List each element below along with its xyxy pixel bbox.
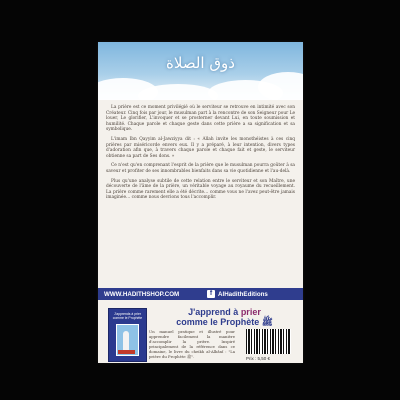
website-link: WWW.HADITHSHOP.COM bbox=[104, 291, 180, 298]
prayer-rug bbox=[118, 350, 135, 354]
cloud bbox=[138, 84, 218, 100]
paragraph: L'imam Ibn Qayyim al-Jawziyya dit : « Allah invite les monothéistes à ces cinq prières par miséricorde envers eux. Il y a préparé, à leur intention, divers types d'adoration afin que, à travers chaque parole et chaque fait et geste, le serviteur obtienne sa part de Ses dons. » bbox=[106, 136, 295, 159]
promo-title-part1: J'apprend à bbox=[188, 307, 241, 317]
cloud bbox=[258, 72, 303, 100]
promo-title bbox=[146, 307, 303, 327]
paragraph: Plus qu'une analyse subtile de cette relation entre le serviteur et son Maître, une découverte de l'âme de la prière, un véritable voyage au royaume du recueillement. La prière comme rarement elle a été décrite… comme vous ne l'avez peut-être jamais imaginée… comme nous devrions tous l'accomplir. bbox=[106, 178, 295, 201]
promo-description: Un manuel pratique et illustré pour apprendre facilement la manière d'accomplir la prière. Inspiré principalement de la référence dans ce domaine, le livre du cheikh al-Albânî : "La prière du Prophète ﷺ". bbox=[149, 329, 235, 359]
paragraph: La prière est ce moment privilégié où le serviteur se retrouve en intimité avec son Créateur. Cinq fois par jour, le musulman part à la rencontre de son Seigneur pour Le louer, Le glorifier, L'invoquer et se prosterner devant Lui, en toute soumission et humilité. Chaque parole et chaque geste dans cette prière a sa signification et sa symbolique. bbox=[106, 105, 295, 133]
praying-person-figure bbox=[123, 331, 129, 351]
promo-title-part2: comme le Prophète bbox=[176, 317, 260, 327]
publisher-name: AlHadithEditions bbox=[218, 291, 268, 298]
arabic-title: ذوق الصلاة bbox=[166, 54, 235, 72]
book-back-cover bbox=[98, 42, 303, 363]
back-cover-text bbox=[106, 105, 295, 205]
promo-book-title: J'apprends à prier comme le Prophète bbox=[112, 312, 143, 320]
barcode bbox=[246, 329, 291, 354]
paragraph: Ce n'est qu'en comprenant l'esprit de la prière que le musulman pourra goûter à sa saveur et profiter de ses innombrables bienfaits dans sa vie quotidienne et l'au-delà. bbox=[106, 163, 295, 174]
salawat-symbol: ﷺ bbox=[261, 317, 273, 327]
facebook-icon: f bbox=[207, 290, 215, 298]
publisher-bar bbox=[98, 288, 303, 300]
promo-book-thumbnail bbox=[108, 308, 147, 362]
sky-banner bbox=[98, 42, 303, 100]
price-label: Prix : 5,50 € bbox=[246, 356, 271, 361]
promo-title-highlight: prier bbox=[240, 307, 261, 317]
isbn-strip bbox=[238, 329, 244, 354]
